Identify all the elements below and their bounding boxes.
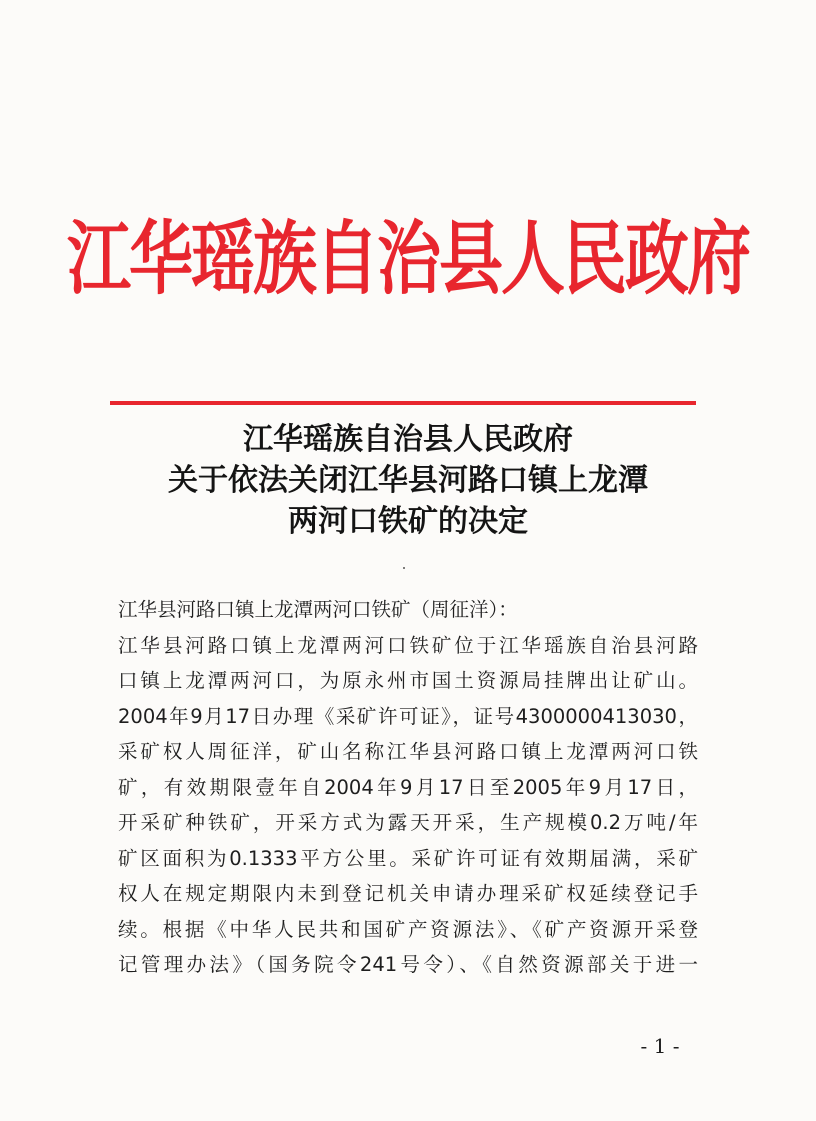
title-line-2: 关于依法关闭江华县河路口镇上龙潭 <box>168 463 648 498</box>
salutation-line: 江华县河路口镇上龙潭两河口铁矿（周征洋）： <box>118 598 518 621</box>
title-line-3: 两河口铁矿的决定 <box>288 504 528 539</box>
page-number: - 1 - <box>640 1034 680 1058</box>
body-line: 权人在规定期限内未到登记机关申请办理采矿权延续登记手 <box>118 882 698 905</box>
document-title <box>0 419 816 542</box>
body-line: 矿，有效期限壹年自2004年9月17日至2005年9月17日， <box>118 775 698 799</box>
stray-dot <box>403 567 405 569</box>
document-body <box>118 592 698 983</box>
body-line: 2004年9月17日办理《采矿许可证》，证号4300000413030， <box>118 704 698 728</box>
body-line: 记管理办法》（国务院令241号令）、《自然资源部关于进一 <box>118 953 698 976</box>
body-line: 矿区面积为0.1333平方公里。采矿许可证有效期届满，采矿 <box>118 846 698 870</box>
title-line-1: 江华瑶族自治县人民政府 <box>243 422 573 457</box>
body-line: 开采矿种铁矿，开采方式为露天开采，生产规模0.2万吨/年 <box>118 811 698 834</box>
body-line: 江华县河路口镇上龙潭两河口铁矿位于江华瑶族自治县河路 <box>118 633 698 657</box>
body-line: 口镇上龙潭两河口，为原永州市国土资源局挂牌出让矿山。 <box>118 669 698 692</box>
body-line: 采矿权人周征洋，矿山名称江华县河路口镇上龙潭两河口铁 <box>118 740 698 763</box>
body-line: 续。根据《中华人民共和国矿产资源法》、《矿产资源开采登 <box>118 917 698 941</box>
masthead-issuer: 江华瑶族自治县人民政府 <box>67 213 749 307</box>
red-separator-line <box>110 401 696 405</box>
